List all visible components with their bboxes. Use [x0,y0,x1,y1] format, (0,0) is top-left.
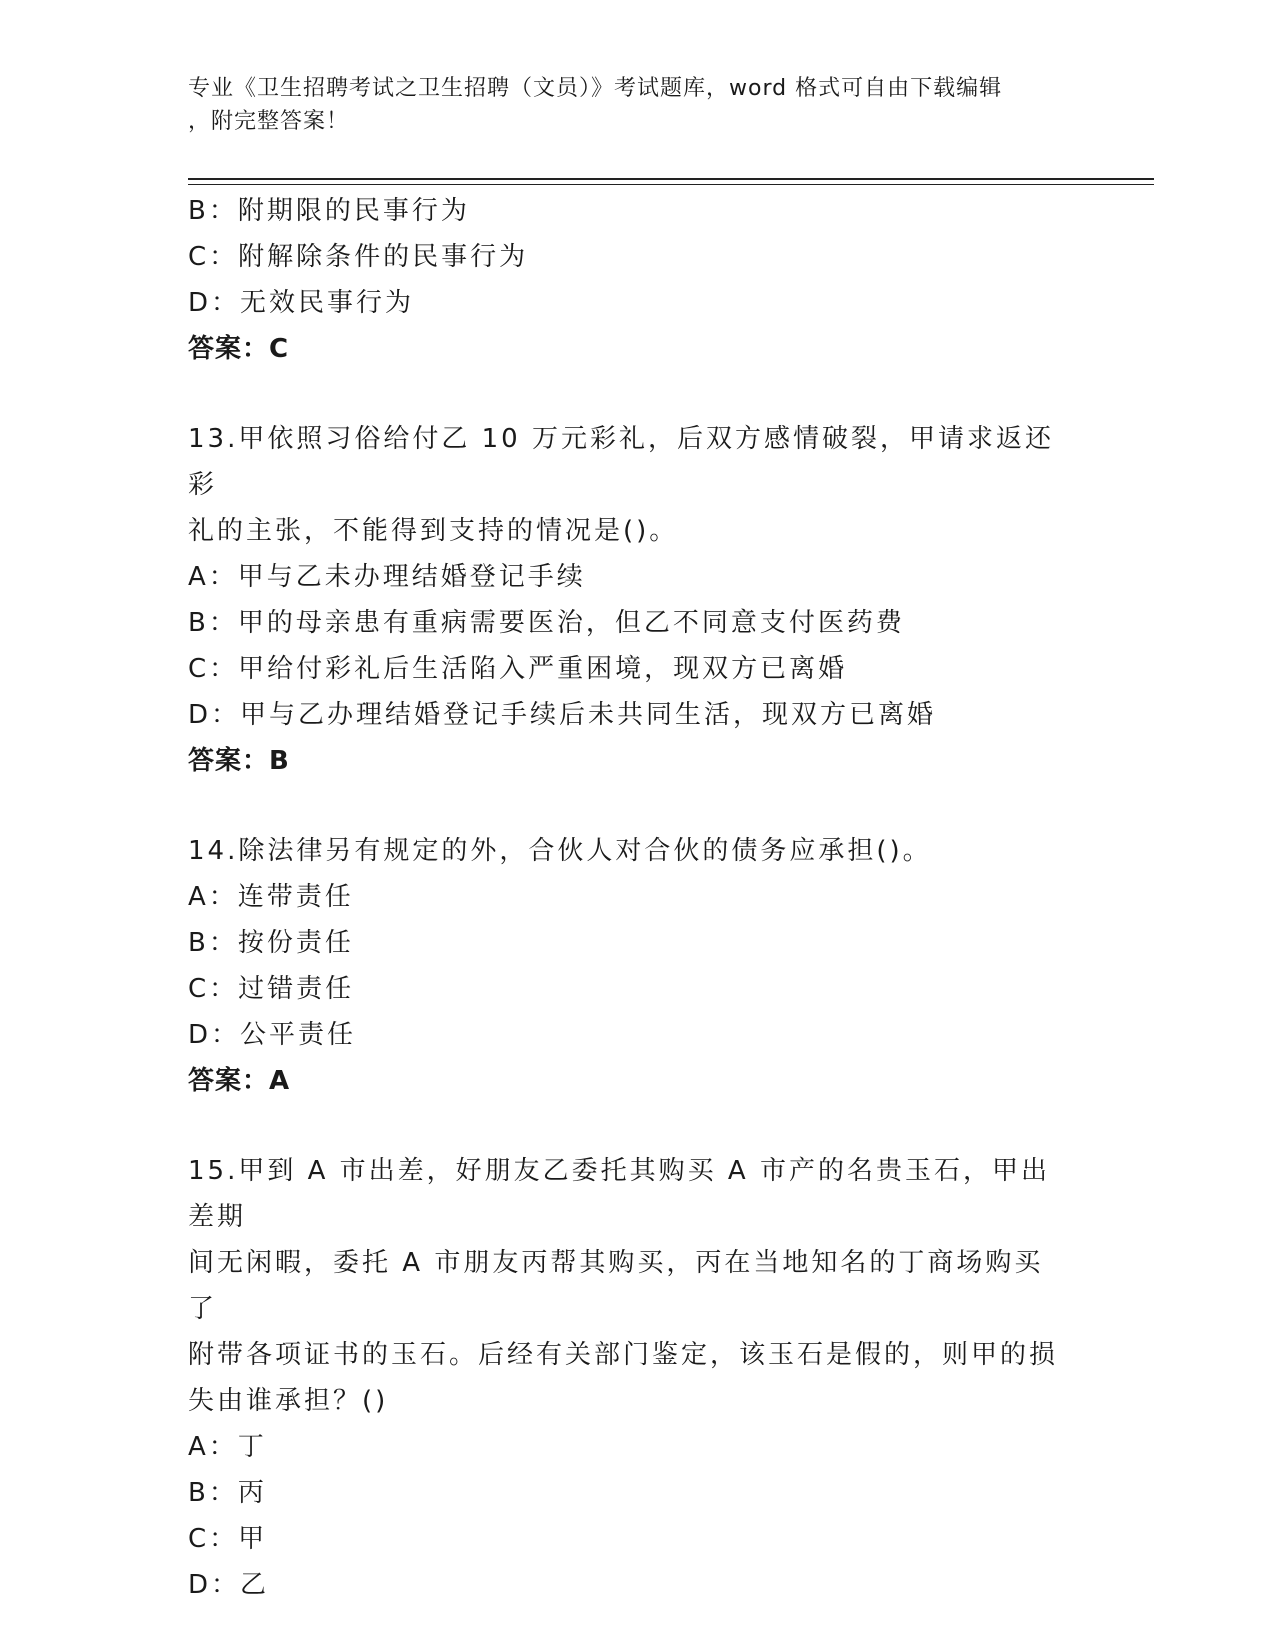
option-d: D：无效民事行为 [188,288,415,318]
option-c: C：过错责任 [188,974,355,1004]
question-14 [188,828,1068,1104]
spacer [188,1104,1068,1148]
question-12-partial [188,188,1068,372]
header-title-line-2: ，附完整答案！ [188,109,350,134]
spacer [188,784,1068,828]
question-text-line: 13.甲依照习俗给付乙 10 万元彩礼，后双方感情破裂，甲请求返还彩 [188,424,1054,500]
answer-label: 答案：C [188,334,290,364]
option-c: C：甲 [188,1524,268,1554]
option-d: D：公平责任 [188,1020,357,1050]
option-b: B：附期限的民事行为 [188,196,470,226]
question-13 [188,416,1068,784]
option-b: B：丙 [188,1478,267,1508]
question-text-line: 礼的主张，不能得到支持的情况是()。 [188,516,679,546]
option-d: D：乙 [188,1570,270,1600]
option-a: A：丁 [188,1432,267,1462]
question-content [188,188,1068,1608]
option-a: A：连带责任 [188,882,354,912]
header-divider-thick [188,178,1154,180]
spacer [188,372,1068,416]
question-text-line: 14.除法律另有规定的外，合伙人对合伙的债务应承担()。 [188,836,932,866]
header-title-line-1: 专业《卫生招聘考试之卫生招聘（文员）》考试题库，word 格式可自由下载编辑 [188,76,1003,101]
question-text-line: 附带各项证书的玉石。后经有关部门鉴定，该玉石是假的，则甲的损 [188,1340,1059,1370]
question-15 [188,1148,1068,1608]
option-c: C：甲给付彩礼后生活陷入严重困境，现双方已离婚 [188,654,848,684]
question-text-line: 15.甲到 A 市出差，好朋友乙委托其购买 A 市产的名贵玉石，甲出差期 [188,1156,1050,1232]
document-header [188,72,1068,138]
option-c: C：附解除条件的民事行为 [188,242,529,272]
question-text-line: 失由谁承担？() [188,1386,389,1416]
option-d: D：甲与乙办理结婚登记手续后未共同生活，现双方已离婚 [188,700,937,730]
question-text-line: 间无闲暇，委托 A 市朋友丙帮其购买，丙在当地知名的丁商场购买了 [188,1248,1044,1324]
option-b: B：按份责任 [188,928,354,958]
answer-label: 答案：A [188,1066,291,1096]
header-divider-thin [188,184,1154,185]
option-b: B：甲的母亲患有重病需要医治，但乙不同意支付医药费 [188,608,905,638]
option-a: A：甲与乙未办理结婚登记手续 [188,562,586,592]
answer-label: 答案：B [188,746,290,776]
